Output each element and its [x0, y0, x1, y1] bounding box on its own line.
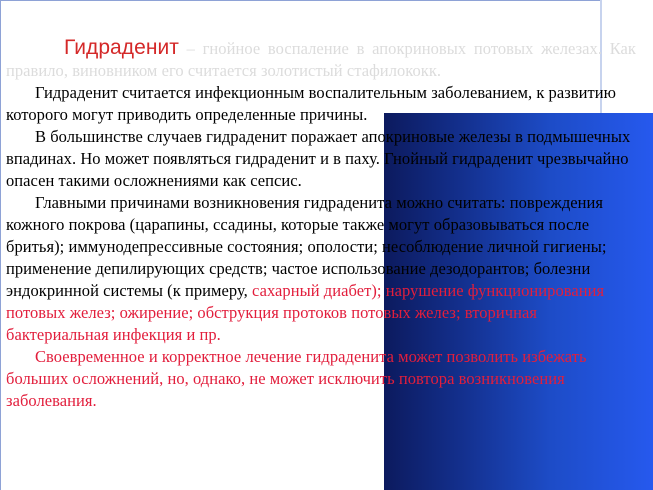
paragraph-2 — [6, 82, 636, 126]
paragraph-4 — [6, 192, 636, 346]
paragraph-2-text: Гидраденит считается инфекционным воспалительным заболеванием, к развитию которого могут приводить определенные причины. — [6, 83, 617, 124]
paragraph-3 — [6, 126, 636, 192]
paragraph-definition — [6, 37, 636, 82]
term-heading: Гидраденит — [64, 36, 179, 59]
slide-text — [6, 37, 636, 412]
paragraph-5-text: Своевременное и корректное лечение гидраденита может позволить избежать больших осложнений, но, однако, не может исключить повтора возникновения заболевания. — [6, 347, 587, 410]
definition-text: – гнойное воспаление в апокриновых потовых железах. Как правило, виновником его считается золотистый стафилококк. — [6, 39, 636, 80]
slide-left-border — [0, 0, 1, 490]
paragraph-5 — [6, 346, 636, 412]
paragraph-4-red-text: сахарный диабет); нарушение функционирования потовых желез; ожирение; обструкция протоков потовых желез; вторичная бактериальная инфекция и пр. — [6, 281, 605, 344]
paragraph-3-text: В большинстве случаев гидраденит поражает апокриновые железы в подмышечных впадинах. Но может появляться гидраденит и в паху. Гнойный гидраденит чрезвычайно опасен такими осложнениями как сепсис. — [6, 127, 631, 190]
slide-top-border — [0, 0, 602, 1]
paragraph-4-text: Главными причинами возникновения гидраденита можно считать: повреждения кожного покрова (царапины, ссадины, которые также могут образовываться после бритья); иммунодепрессивные состояния; ополости; несоблюдение личной гигиены; применение депилирующих средств; частое использование дезодорантов; болезни эндокринной системы (к примеру, — [6, 193, 607, 300]
